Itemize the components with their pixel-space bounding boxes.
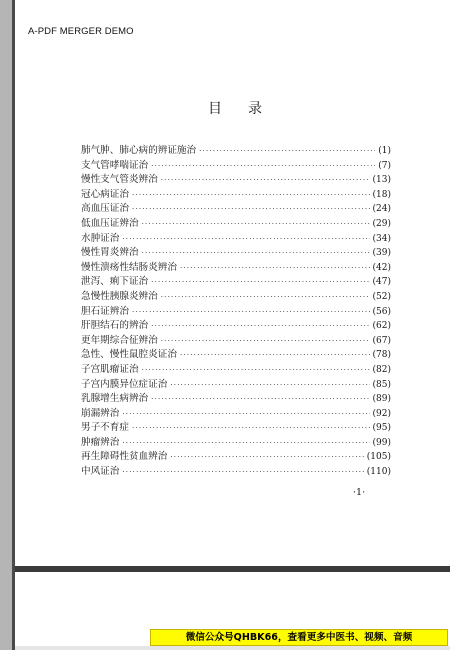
toc-entry [81,288,391,303]
toc-leader-dots [151,162,375,170]
toc-entry-page: (39) [372,248,391,259]
toc-entry-page: (82) [372,364,391,375]
toc-leader-dots [122,410,369,418]
toc-leader-dots [122,468,363,476]
toc-entry-page: (105) [366,452,391,463]
toc-entry-page: (78) [372,350,391,361]
toc-entry-page: (24) [372,204,391,215]
toc-entry-label: 肺气肿、肺心病的辨证施治 [81,145,197,156]
toc-entry [81,317,391,332]
document-page [15,0,450,566]
toc-entry [81,303,391,318]
toc-entry-label: 子宫肌瘤证治 [81,363,139,375]
toc-leader-dots [199,147,375,155]
toc-leader-dots [142,366,370,374]
toc-entry [81,157,391,172]
toc-leader-dots [161,337,370,345]
toc-entry-label: 中风证治 [81,466,120,478]
toc-entry-label: 急性、慢性鼠腔炎证治 [81,349,177,361]
toc-entry-label: 高血压证治 [81,203,129,215]
toc-entry-label: 慢性支气管炎辨治 [81,174,158,186]
toc-entry-label: 支气管哮喘证治 [81,159,149,171]
toc-leader-dots [170,453,363,461]
toc-leader-dots [161,176,370,184]
toc-entry [81,230,391,245]
toc-leader-dots [180,264,370,272]
toc-entry [81,200,391,215]
toc-entry-label: 胆石证辨治 [81,305,129,317]
toc-entry [81,259,391,274]
toc-entry [81,434,391,449]
toc-leader-dots [132,424,370,432]
toc-entry-page: (29) [372,218,391,229]
toc-entry-page: (7) [378,160,391,171]
toc-entry-label: 低血压证辨治 [81,217,139,229]
toc-entry-label: 肝胆结石的辨治 [81,320,149,332]
toc-entry-page: (42) [372,262,391,273]
toc-entry [81,215,391,230]
toc-entry-page: (34) [372,233,391,244]
toc-entry [81,346,391,361]
toc-leader-dots [170,381,369,389]
toc-entry-page: (47) [372,277,391,288]
toc-entry-page: (13) [372,175,391,186]
toc-leader-dots [151,322,369,330]
toc-leader-dots [122,235,369,243]
toc-entry [81,332,391,347]
toc-entry [81,405,391,420]
toc-entry-label: 泄泻、痢下证治 [81,276,149,288]
toc-leader-dots [151,278,369,286]
toc-entry-label: 肿瘤辨治 [81,436,120,448]
toc-entry [81,186,391,201]
toc-entry-page: (92) [372,408,391,419]
toc-entry [81,376,391,391]
toc-entry-label: 水肿证治 [81,232,120,244]
toc-leader-dots [142,249,370,257]
toc-entry [81,419,391,434]
toc-entry-page: (95) [372,423,391,434]
toc-entry [81,171,391,186]
toc-entry [81,448,391,463]
toc-entry [81,273,391,288]
toc-entry-page: (67) [372,335,391,346]
toc-entry [81,142,391,157]
toc-entry-page: (1) [378,146,391,156]
toc-title: 目录 [208,101,288,117]
toc-entry-page: (52) [372,291,391,302]
bottom-strip [15,646,450,650]
toc-entry [81,390,391,405]
toc-leader-dots [132,191,370,199]
toc-entry [81,463,391,478]
toc-leader-dots [142,220,370,228]
toc-entry-label: 再生障碍性贫血辨治 [81,451,168,463]
toc-entry-label: 乳腺增生病辨治 [81,393,149,405]
toc-entry-page: (99) [372,437,391,448]
toc-entry-page: (89) [372,394,391,405]
toc-entry-label: 更年期综合征辨治 [81,334,158,346]
toc-entry-label: 子宫内膜异位症证治 [81,378,168,390]
toc-entry-label: 慢性胃炎辨治 [81,247,139,259]
watermark-text: A-PDF MERGER DEMO [28,26,134,37]
toc-list [81,142,391,478]
toc-entry-page: (18) [372,189,391,200]
toc-entry-label: 慢性溃疡性结肠炎辨治 [81,261,177,273]
page-number: ·1· [353,487,366,498]
toc-entry-page: (56) [372,306,391,317]
toc-entry [81,361,391,376]
toc-entry-page: (110) [366,467,391,478]
toc-entry-label: 男子不育症 [81,422,129,434]
toc-leader-dots [180,351,370,359]
toc-entry-label: 冠心病证治 [81,188,129,200]
toc-entry-page: (85) [372,379,391,390]
toc-leader-dots [122,439,369,447]
wechat-banner: 微信公众号QHBK66，查看更多中医书、视频、音频 [150,629,448,646]
toc-leader-dots [132,205,370,213]
toc-leader-dots [161,293,370,301]
toc-entry-label: 崩漏辨治 [81,407,120,419]
toc-leader-dots [132,308,370,316]
toc-entry-page: (62) [372,321,391,332]
toc-entry [81,244,391,259]
toc-leader-dots [151,395,369,403]
toc-entry-label: 急慢性胰腺炎辨治 [81,290,158,302]
